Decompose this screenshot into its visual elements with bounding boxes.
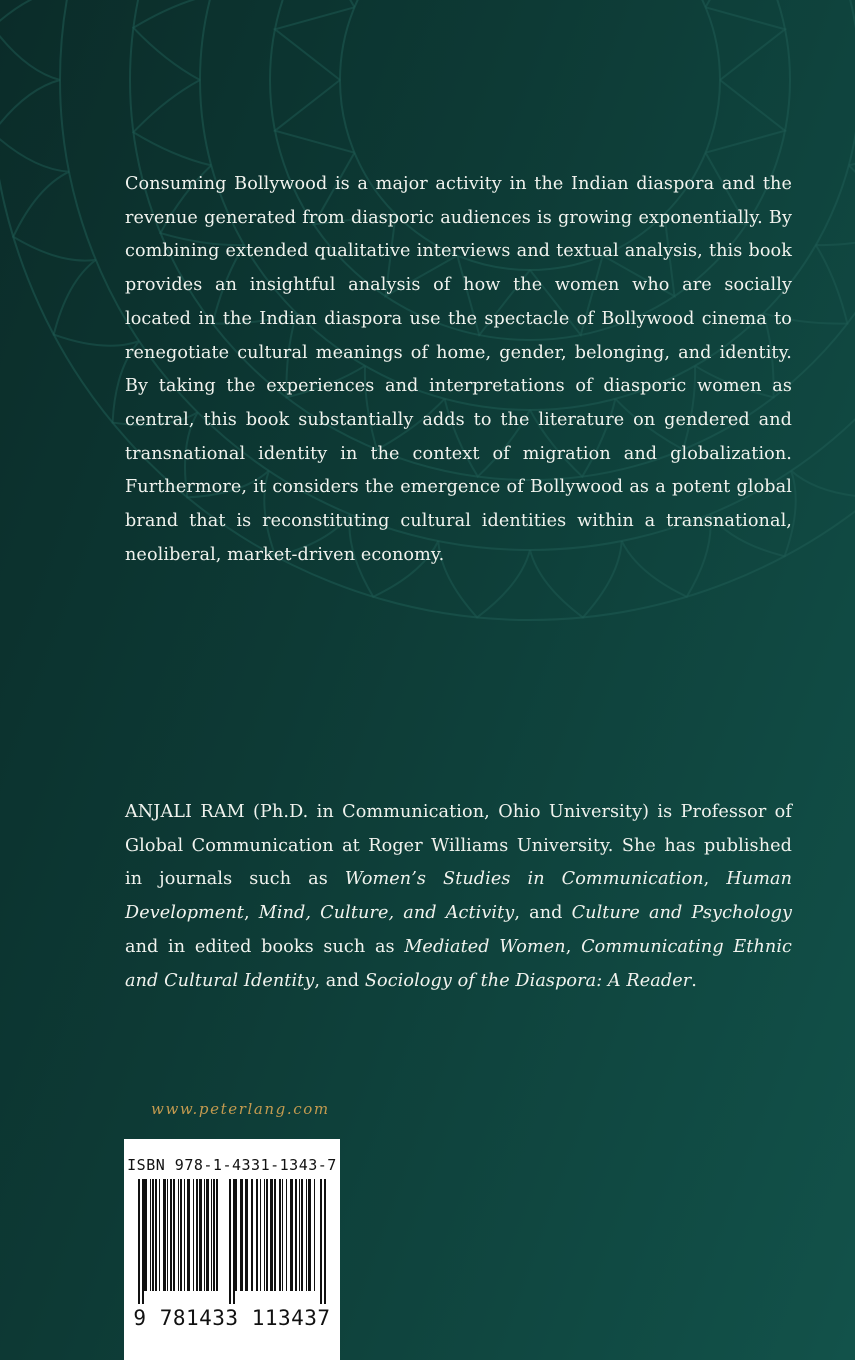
bio-intro: ANJALI RAM (Ph.D. in Communication, Ohio University) is Professor of Global Communication at Roger Williams University. She has published in journals such as bbox=[125, 802, 792, 890]
ean-digits: 9 781433 113437 bbox=[133, 1306, 331, 1330]
journal-title: Women’s Studies in Communication bbox=[344, 869, 704, 890]
journal-title: Culture and Psychology bbox=[571, 903, 792, 924]
book-title: Sociology of the Diaspora: A Reader bbox=[364, 970, 692, 991]
publisher-website: www.peterlang.com bbox=[151, 1100, 330, 1118]
author-bio: ANJALI RAM (Ph.D. in Communication, Ohio University) is Professor of Global Communication at Roger Williams University. She has published in journals such as Women’s Studies in Communication, Human Development, Mind, Culture, and Activity, and Culture and Psychology and in edited books such as Mediated Women, Communicating Ethnic and Cultural Identity, and Sociology of the Diaspora: A Reader. bbox=[125, 802, 793, 991]
barcode-bars bbox=[138, 1179, 326, 1304]
book-title: Communicating Ethnic and Cultural Identity bbox=[125, 936, 792, 991]
book-title: Mediated Women bbox=[404, 936, 566, 957]
isbn-label: ISBN 978-1-4331-1343-7 bbox=[127, 1156, 337, 1174]
blurb-paragraph: Consuming Bollywood is a major activity in the Indian diaspora and the revenue generated from diasporic audiences is growing exponentially. By combining extended qualitative interviews and textual analysis, this book provides an insightful analysis of how the women who are socially located in the Indian diaspora use the spectacle of Bollywood cinema to renegotiate cultural meanings of home, gender, belonging, and identity. By taking the experiences and interpretations of diasporic women as central, this book substantially adds to the literature on gendered and transnational identity in the context of migration and globalization. Furthermore, it considers the emergence of Bollywood as a potent global brand that is reconstituting cultural identities within a transnational, neoliberal, market-driven economy. bbox=[125, 174, 792, 565]
journal-title: Mind, Culture, and Activity bbox=[258, 903, 515, 924]
isbn-barcode bbox=[124, 1139, 340, 1360]
journal-title: Human Development bbox=[125, 869, 793, 924]
